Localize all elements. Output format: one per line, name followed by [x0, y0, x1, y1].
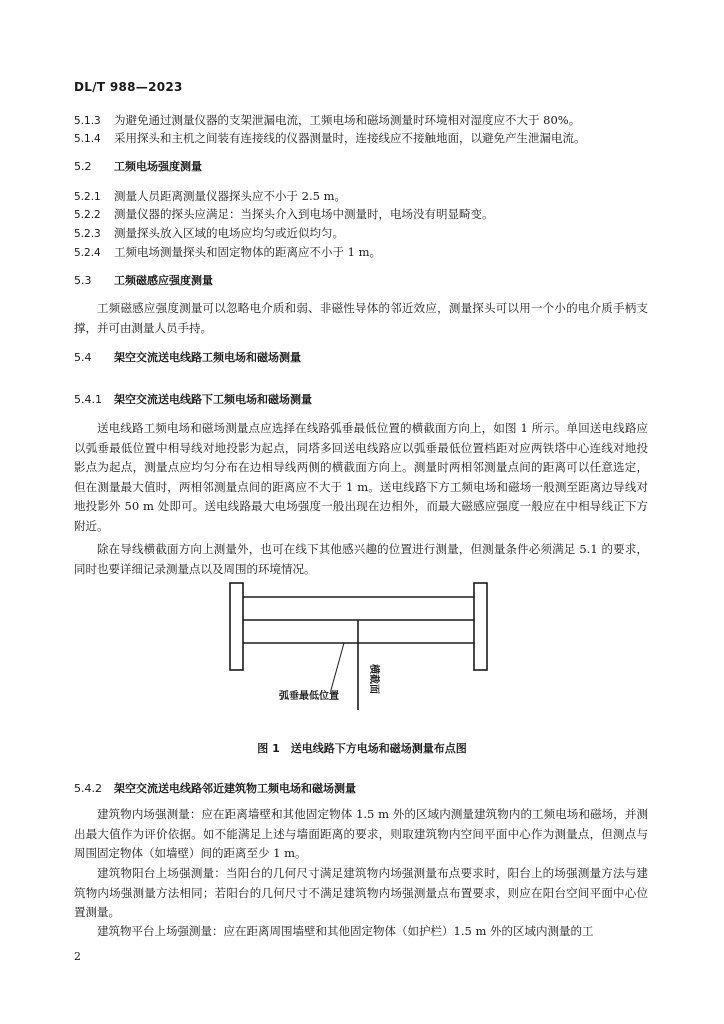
clause-number: 5.2.1 [74, 191, 101, 203]
paragraph-5-4-1-b: 除在导线横截面方向上测量外，也可在线下其他感兴趣的位置进行测量，但测量条件必须满足 5.1 的要求，同时也要详细记录测量点以及周围的环境情况。 [74, 542, 648, 576]
clause-text: 采用探头和主机之间装有连接线的仪器测量时，连接线应不接触地面，以避免产生泄漏电流。 [114, 131, 586, 145]
clause-text: 工频电场测量探头和固定物体的距离应不小于 1 m。 [114, 245, 382, 259]
clause-number: 5.2.3 [74, 228, 101, 240]
clause-number: 5.2.4 [74, 247, 101, 259]
section-number: 5.4.1 [74, 393, 102, 406]
section-number: 5.4 [74, 351, 92, 364]
clause-text: 测量探头放入区域的电场应均匀或近似均匀。 [114, 226, 344, 240]
clause-text: 测量仪器的探头应满足：当探头介入到电场中测量时，电场没有明显畸变。 [114, 207, 494, 221]
right-tower-rect [474, 583, 487, 670]
cross-section-label: 横截面 [368, 664, 379, 694]
section-title: 架空交流送电线路邻近建筑物工频电场和磁场测量 [114, 782, 356, 795]
clause-number: 5.1.3 [74, 115, 101, 127]
section-title: 工频磁感应强度测量 [114, 274, 213, 287]
sag-leader-line [331, 643, 344, 690]
clause-text: 测量人员距离测量仪器探头应不小于 2.5 m。 [114, 189, 347, 203]
paragraph-5-4-2-c: 建筑物平台上场强测量：应在距离周围墙壁和其他固定物体（如护栏）1.5 m 外的区域内测量的工 [97, 924, 594, 938]
clause-number: 5.1.4 [74, 133, 101, 145]
section-title: 架空交流送电线路下工频电场和磁场测量 [114, 393, 312, 406]
paragraph-5-3: 工频磁感应强度测量可以忽略电介质和弱、非磁性导体的邻近效应，测量探头可以用一个小的电介质手柄支撑，并可由测量人员手持。 [74, 301, 648, 335]
section-number: 5.2 [74, 160, 92, 173]
section-number: 5.4.2 [74, 782, 102, 795]
figure-caption: 图 1 送电线路下方电场和磁场测量布点图 [257, 742, 467, 755]
section-number: 5.3 [74, 274, 92, 287]
section-title: 架空交流送电线路工频电场和磁场测量 [114, 351, 301, 364]
paragraph-5-4-1-a: 送电线路工频电场和磁场测量点应选择在线路弧垂最低位置的横截面方向上，如图 1 所示。单回送电线路应以弧垂最低位置中相导线对地投影为起点，同塔多回送电线路应以弧垂最低位置档距对应两铁塔中心连线对地投影点为起点，测量点应均匀分布在边相导线两侧的横截面方向上。测量时两相邻测量点间的距离可以任意选定，但在测量最大值时，两相邻测量点间的距离应不大于 1 m。送电线路下方工频电场和磁场一般测至距离边导线对地投影外 50 m 处即可。送电线路最大电场强度一般出现在边相外，而最大磁感应强度一般应在中相导线正下方附近。 [74, 421, 648, 533]
clause-text: 为避免通过测量仪器的支架泄漏电流，工频电场和磁场测量时环境相对湿度应不大于 80%。 [114, 113, 581, 127]
clause-number: 5.2.2 [74, 209, 101, 221]
page-number: 2 [74, 950, 81, 963]
left-tower-rect [230, 583, 243, 670]
paragraph-5-4-2-a: 建筑物内场强测量：应在距离墙壁和其他固定物体 1.5 m 外的区域内测量建筑物内的工频电场和磁场，并测出最大值作为评价依据。如不能满足上述与墙面距离的要求，则取建筑物内空间平面中心作为测量点，但测点与周围固定物体（如墙壁）间的距离至少 1 m。 [74, 807, 648, 861]
paragraph-5-4-2-b: 建筑物阳台上场强测量：当阳台的几何尺寸满足建筑物内场强测量布点要求时，阳台上的场强测量方法与建筑物内场强测量方法相同；若阳台的几何尺寸不满足建筑物内场强测量点布置要求，则应在阳台空间平面中心位置测量。 [74, 866, 648, 920]
sag-lowest-label: 弧垂最低位置 [279, 691, 339, 702]
section-title: 工频电场强度测量 [114, 160, 202, 173]
section-heading-5-4-2 [74, 780, 356, 798]
standard-number-header: DL/T 988—2023 [74, 80, 183, 94]
